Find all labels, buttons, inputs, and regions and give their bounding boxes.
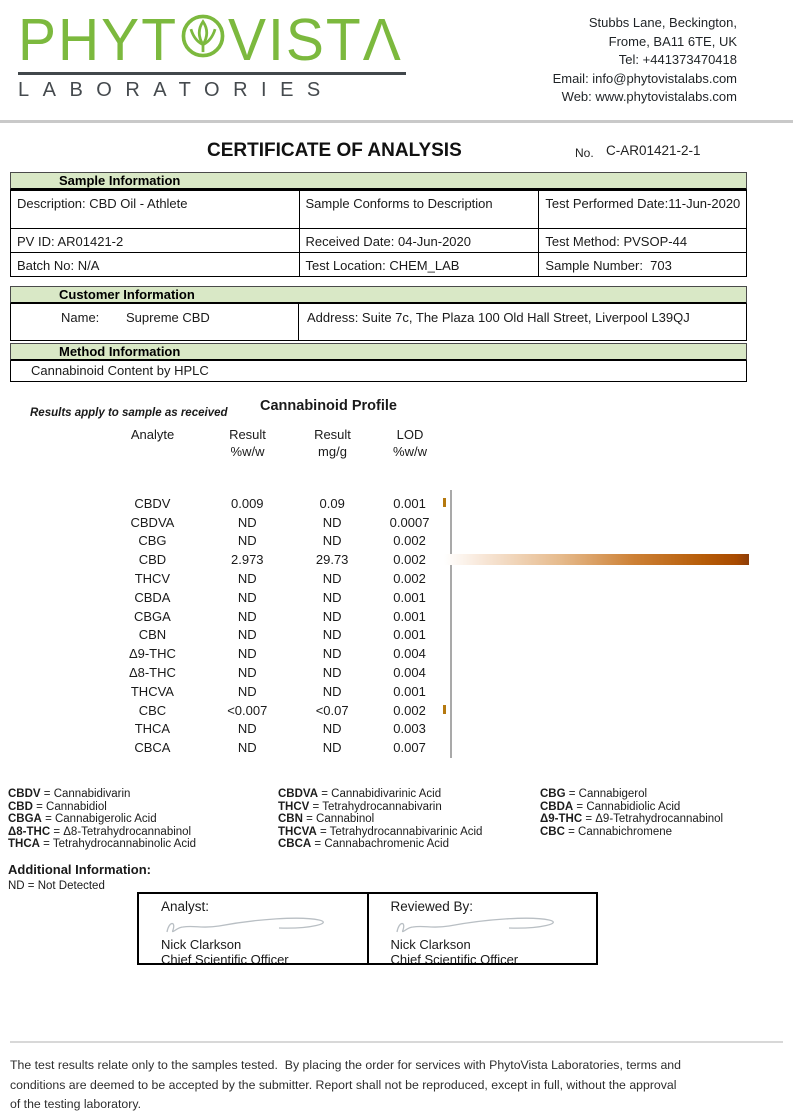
- analyte-cell: Δ9-THC: [128, 646, 176, 662]
- analyte-cell: <0.007: [227, 702, 268, 718]
- address-line: Frome, BA11 6TE, UK: [608, 33, 737, 49]
- abbreviation-definition: CBN = Cannabinol: [278, 813, 375, 826]
- abbreviation-definition: CBGA = Cannabigerolic Acid: [8, 813, 157, 826]
- document-title: CERTIFICATE OF ANALYSIS: [207, 140, 462, 161]
- analyte-cell: ND: [322, 646, 342, 662]
- abbreviations-column-1: [8, 788, 196, 851]
- results-note: Results apply to sample as received: [30, 407, 228, 419]
- analyte-row: [10, 532, 750, 551]
- analyte-cell: 0.002: [393, 552, 426, 568]
- analyte-cell: ND: [237, 589, 257, 605]
- analyte-row: [10, 513, 750, 532]
- analyte-cell: ND: [322, 683, 342, 699]
- profile-column-headers: [10, 427, 445, 460]
- analyte-cell: CBN: [138, 627, 167, 643]
- analyte-cell: 0.09: [319, 495, 345, 511]
- additional-information-section: [8, 862, 151, 892]
- sample-conforms-cell: Sample Conforms to Description: [299, 191, 539, 229]
- address-line: Tel: +441373470418: [618, 52, 737, 67]
- signature-box: [137, 892, 598, 965]
- reviewer-role: Chief Scientific Officer: [390, 952, 519, 965]
- lab-address: [553, 14, 737, 107]
- customer-name-label: Name:: [61, 310, 100, 325]
- analyte-cell: THCV: [134, 571, 171, 587]
- logo-subtitle: LABORATORIES: [18, 79, 334, 101]
- analyte-cell: ND: [237, 627, 257, 643]
- col-header-lod: LOD %w/w: [393, 427, 427, 459]
- analyte-cell: 0.007: [393, 740, 426, 756]
- analyte-cell: CBDV: [134, 495, 171, 511]
- received-date-cell: Received Date: 04-Jun-2020: [299, 229, 539, 253]
- analyst-signature-cell: [139, 894, 367, 963]
- analyte-cell: THCA: [134, 721, 171, 737]
- customer-name: [11, 304, 298, 340]
- bar-zone: [454, 497, 750, 509]
- footer-disclaimer: The test results relate only to the samples tested. By placing the order for services with PhytoVista Laboratories, terms and conditions are deemed to be accepted by the submitter. Report shall not be reproduced, except in full, without the approval of the testing laboratory.: [10, 1058, 685, 1111]
- analyte-cell: 0.001: [393, 683, 426, 699]
- analyst-signature-icon: [161, 915, 341, 937]
- analyte-row: [10, 663, 750, 682]
- bar-zone: [454, 648, 750, 660]
- analyte-cell: 0.002: [393, 571, 426, 587]
- method-information-heading: Method Information: [10, 343, 747, 361]
- reviewer-signature-cell: [367, 894, 597, 963]
- sample-information-table: [10, 190, 747, 277]
- customer-name-value: Supreme CBD: [126, 310, 210, 325]
- sample-information-heading: Sample Information: [10, 172, 747, 190]
- abbreviation-definition: CBDV = Cannabidivarin: [8, 788, 131, 800]
- bar-zone: [454, 573, 750, 585]
- bar-zone: [454, 742, 750, 754]
- analyte-cell: ND: [237, 608, 257, 624]
- analyte-cell: ND: [237, 665, 257, 681]
- bar-zone: [454, 723, 750, 735]
- method-name: Cannabinoid Content by HPLC: [10, 361, 747, 382]
- analyte-table: [10, 494, 750, 757]
- header: [0, 8, 793, 120]
- address-line: Stubbs Lane, Beckington,: [588, 15, 737, 30]
- bar-zone: [454, 554, 750, 566]
- analyst-name: Nick Clarkson: [161, 937, 242, 952]
- analyte-cell: ND: [322, 740, 342, 756]
- analyte-cell: <0.07: [315, 702, 349, 718]
- analyte-cell: ND: [237, 740, 257, 756]
- profile-title: Cannabinoid Profile: [260, 398, 397, 414]
- analyte-cell: ND: [237, 646, 257, 662]
- analyte-row: [10, 626, 750, 645]
- analyte-cell: 0.001: [393, 627, 426, 643]
- bar-zone: [454, 535, 750, 547]
- bar-zone: [454, 704, 750, 716]
- analyte-cell: 0.001: [393, 589, 426, 605]
- analyte-cell: ND: [322, 721, 342, 737]
- analyte-cell: CBCA: [134, 740, 171, 756]
- customer-address: Address: Suite 7c, The Plaza 100 Old Hall Street, Liverpool L39QJ: [298, 304, 746, 340]
- reviewer-signature-icon: [391, 915, 571, 937]
- chart-axis: [450, 490, 452, 758]
- analyte-cell: ND: [237, 721, 257, 737]
- additional-information-heading: Additional Information:: [8, 862, 151, 877]
- bar-zone: [454, 667, 750, 679]
- nd-note: ND = Not Detected: [8, 880, 105, 892]
- abbreviation-definition: CBDVA = Cannabidivarinic Acid: [278, 788, 442, 800]
- abbreviation-definition: Δ9-THC = Δ9-Tetrahydrocannabinol: [540, 813, 724, 826]
- bar-zone: [454, 591, 750, 603]
- footer-divider: [10, 1041, 783, 1043]
- bar-zone: [454, 516, 750, 528]
- cbd-gradient-bar: [444, 554, 749, 565]
- analyte-row: [10, 607, 750, 626]
- customer-information-heading: Customer Information: [10, 286, 747, 304]
- abbreviations-column-2: [278, 788, 482, 851]
- abbreviations-column-3: [540, 788, 723, 838]
- analyte-cell: 0.004: [393, 665, 426, 681]
- logo-wordmark: [18, 6, 418, 74]
- bar-zone: [454, 610, 750, 622]
- analyte-cell: ND: [322, 514, 342, 530]
- abbreviation-definition: Δ8-THC = Δ8-Tetrahydrocannabinol: [8, 825, 192, 838]
- bar-zone: [454, 629, 750, 641]
- analyte-cell: 2.973: [231, 552, 264, 568]
- address-line: Email: info@phytovistalabs.com: [552, 70, 737, 86]
- col-header-result-mgg: Result mg/g: [314, 427, 351, 459]
- test-performed-date-cell: Test Performed Date:11-Jun-2020: [539, 191, 747, 229]
- abbreviation-definition: THCVA = Tetrahydrocannabivarinic Acid: [278, 825, 483, 838]
- analyte-cell: 0.009: [231, 495, 264, 511]
- analyte-cell: ND: [237, 533, 257, 549]
- customer-row: [10, 304, 747, 341]
- analyte-cell: ND: [237, 571, 257, 587]
- reviewer-name: Nick Clarkson: [390, 937, 471, 952]
- analyte-cell: 0.001: [393, 608, 426, 624]
- analyte-row: [10, 682, 750, 701]
- test-method-cell: Test Method: PVSOP-44: [539, 229, 747, 253]
- abbreviation-definition: CBC = Cannabichromene: [540, 825, 673, 838]
- header-divider: [0, 120, 793, 123]
- analyte-cell: 0.004: [393, 646, 426, 662]
- phytovista-logo: [18, 6, 418, 102]
- col-header-result-pct: Result %w/w: [229, 427, 266, 459]
- bar-zone: [454, 685, 750, 697]
- leaf-icon: [180, 10, 226, 70]
- analyte-cell: CBDVA: [130, 514, 175, 530]
- trace-amount-tick: [443, 498, 446, 507]
- analyte-row: [10, 720, 750, 739]
- analyte-cell: CBDA: [134, 589, 171, 605]
- logo-text-a: Λ: [362, 6, 403, 74]
- analyte-cell: Δ8-THC: [128, 665, 176, 681]
- analyte-row: [10, 644, 750, 663]
- abbreviation-definition: THCA = Tetrahydrocannabinolic Acid: [8, 838, 197, 851]
- abbreviation-definition: THCV = Tetrahydrocannabivarin: [278, 800, 442, 813]
- analyte-cell: 0.002: [393, 702, 426, 718]
- analyte-cell: ND: [322, 533, 342, 549]
- reviewed-by-label: Reviewed By:: [390, 899, 474, 914]
- sample-number-cell: Sample Number: 703: [539, 253, 747, 277]
- analyte-cell: 0.003: [393, 721, 426, 737]
- method-information-section: [10, 343, 747, 382]
- logo-text-vist: VIST: [228, 6, 363, 74]
- analyte-cell: ND: [322, 589, 342, 605]
- analyte-row: [10, 550, 750, 569]
- title-row: [0, 138, 793, 168]
- analyte-cell: THCVA: [130, 683, 174, 699]
- analyte-cell: ND: [322, 571, 342, 587]
- abbreviation-definition: CBD = Cannabidiol: [8, 800, 107, 813]
- trace-amount-tick: [443, 705, 446, 714]
- analyte-row: [10, 738, 750, 757]
- col-header-analyte: Analyte: [130, 427, 175, 442]
- analyte-cell: ND: [237, 683, 257, 699]
- analyst-label: Analyst:: [161, 899, 210, 914]
- abbreviation-definition: CBCA = Cannabachromenic Acid: [278, 838, 449, 851]
- analyte-cell: ND: [322, 608, 342, 624]
- certificate-number: C-AR01421-2-1: [606, 143, 701, 158]
- logo-text-phyt: PHYT: [18, 6, 179, 74]
- pv-id-cell: PV ID: AR01421-2: [11, 229, 300, 253]
- test-location-cell: Test Location: CHEM_LAB: [299, 253, 539, 277]
- analyte-cell: 0.002: [393, 533, 426, 549]
- analyte-cell: ND: [237, 514, 257, 530]
- analyte-row: [10, 569, 750, 588]
- customer-information-section: [10, 286, 747, 341]
- analyte-cell: 0.001: [393, 495, 426, 511]
- analyte-cell: ND: [322, 665, 342, 681]
- analyte-cell: CBD: [138, 552, 167, 568]
- abbreviation-definition: CBDA = Cannabidiolic Acid: [540, 800, 681, 813]
- sample-description-cell: Description: CBD Oil - Athlete: [11, 191, 300, 229]
- analyte-row: [10, 588, 750, 607]
- analyst-role: Chief Scientific Officer: [161, 952, 289, 965]
- analyte-cell: CBGA: [134, 608, 171, 624]
- analyte-row: [10, 494, 750, 513]
- analyte-cell: CBC: [138, 702, 167, 718]
- batch-no-cell: Batch No: N/A: [11, 253, 300, 277]
- cannabinoid-profile-section: [10, 395, 770, 775]
- sample-information-section: [10, 172, 747, 277]
- address-line: Web: www.phytovistalabs.com: [561, 89, 737, 104]
- analyte-cell: 29.73: [315, 552, 349, 568]
- analyte-cell: ND: [322, 627, 342, 643]
- analyte-cell: 0.0007: [389, 514, 430, 530]
- certificate-no-label: No.: [575, 146, 594, 160]
- abbreviation-definition: CBG = Cannabigerol: [540, 788, 648, 800]
- analyte-row: [10, 701, 750, 720]
- analyte-cell: CBG: [138, 533, 167, 549]
